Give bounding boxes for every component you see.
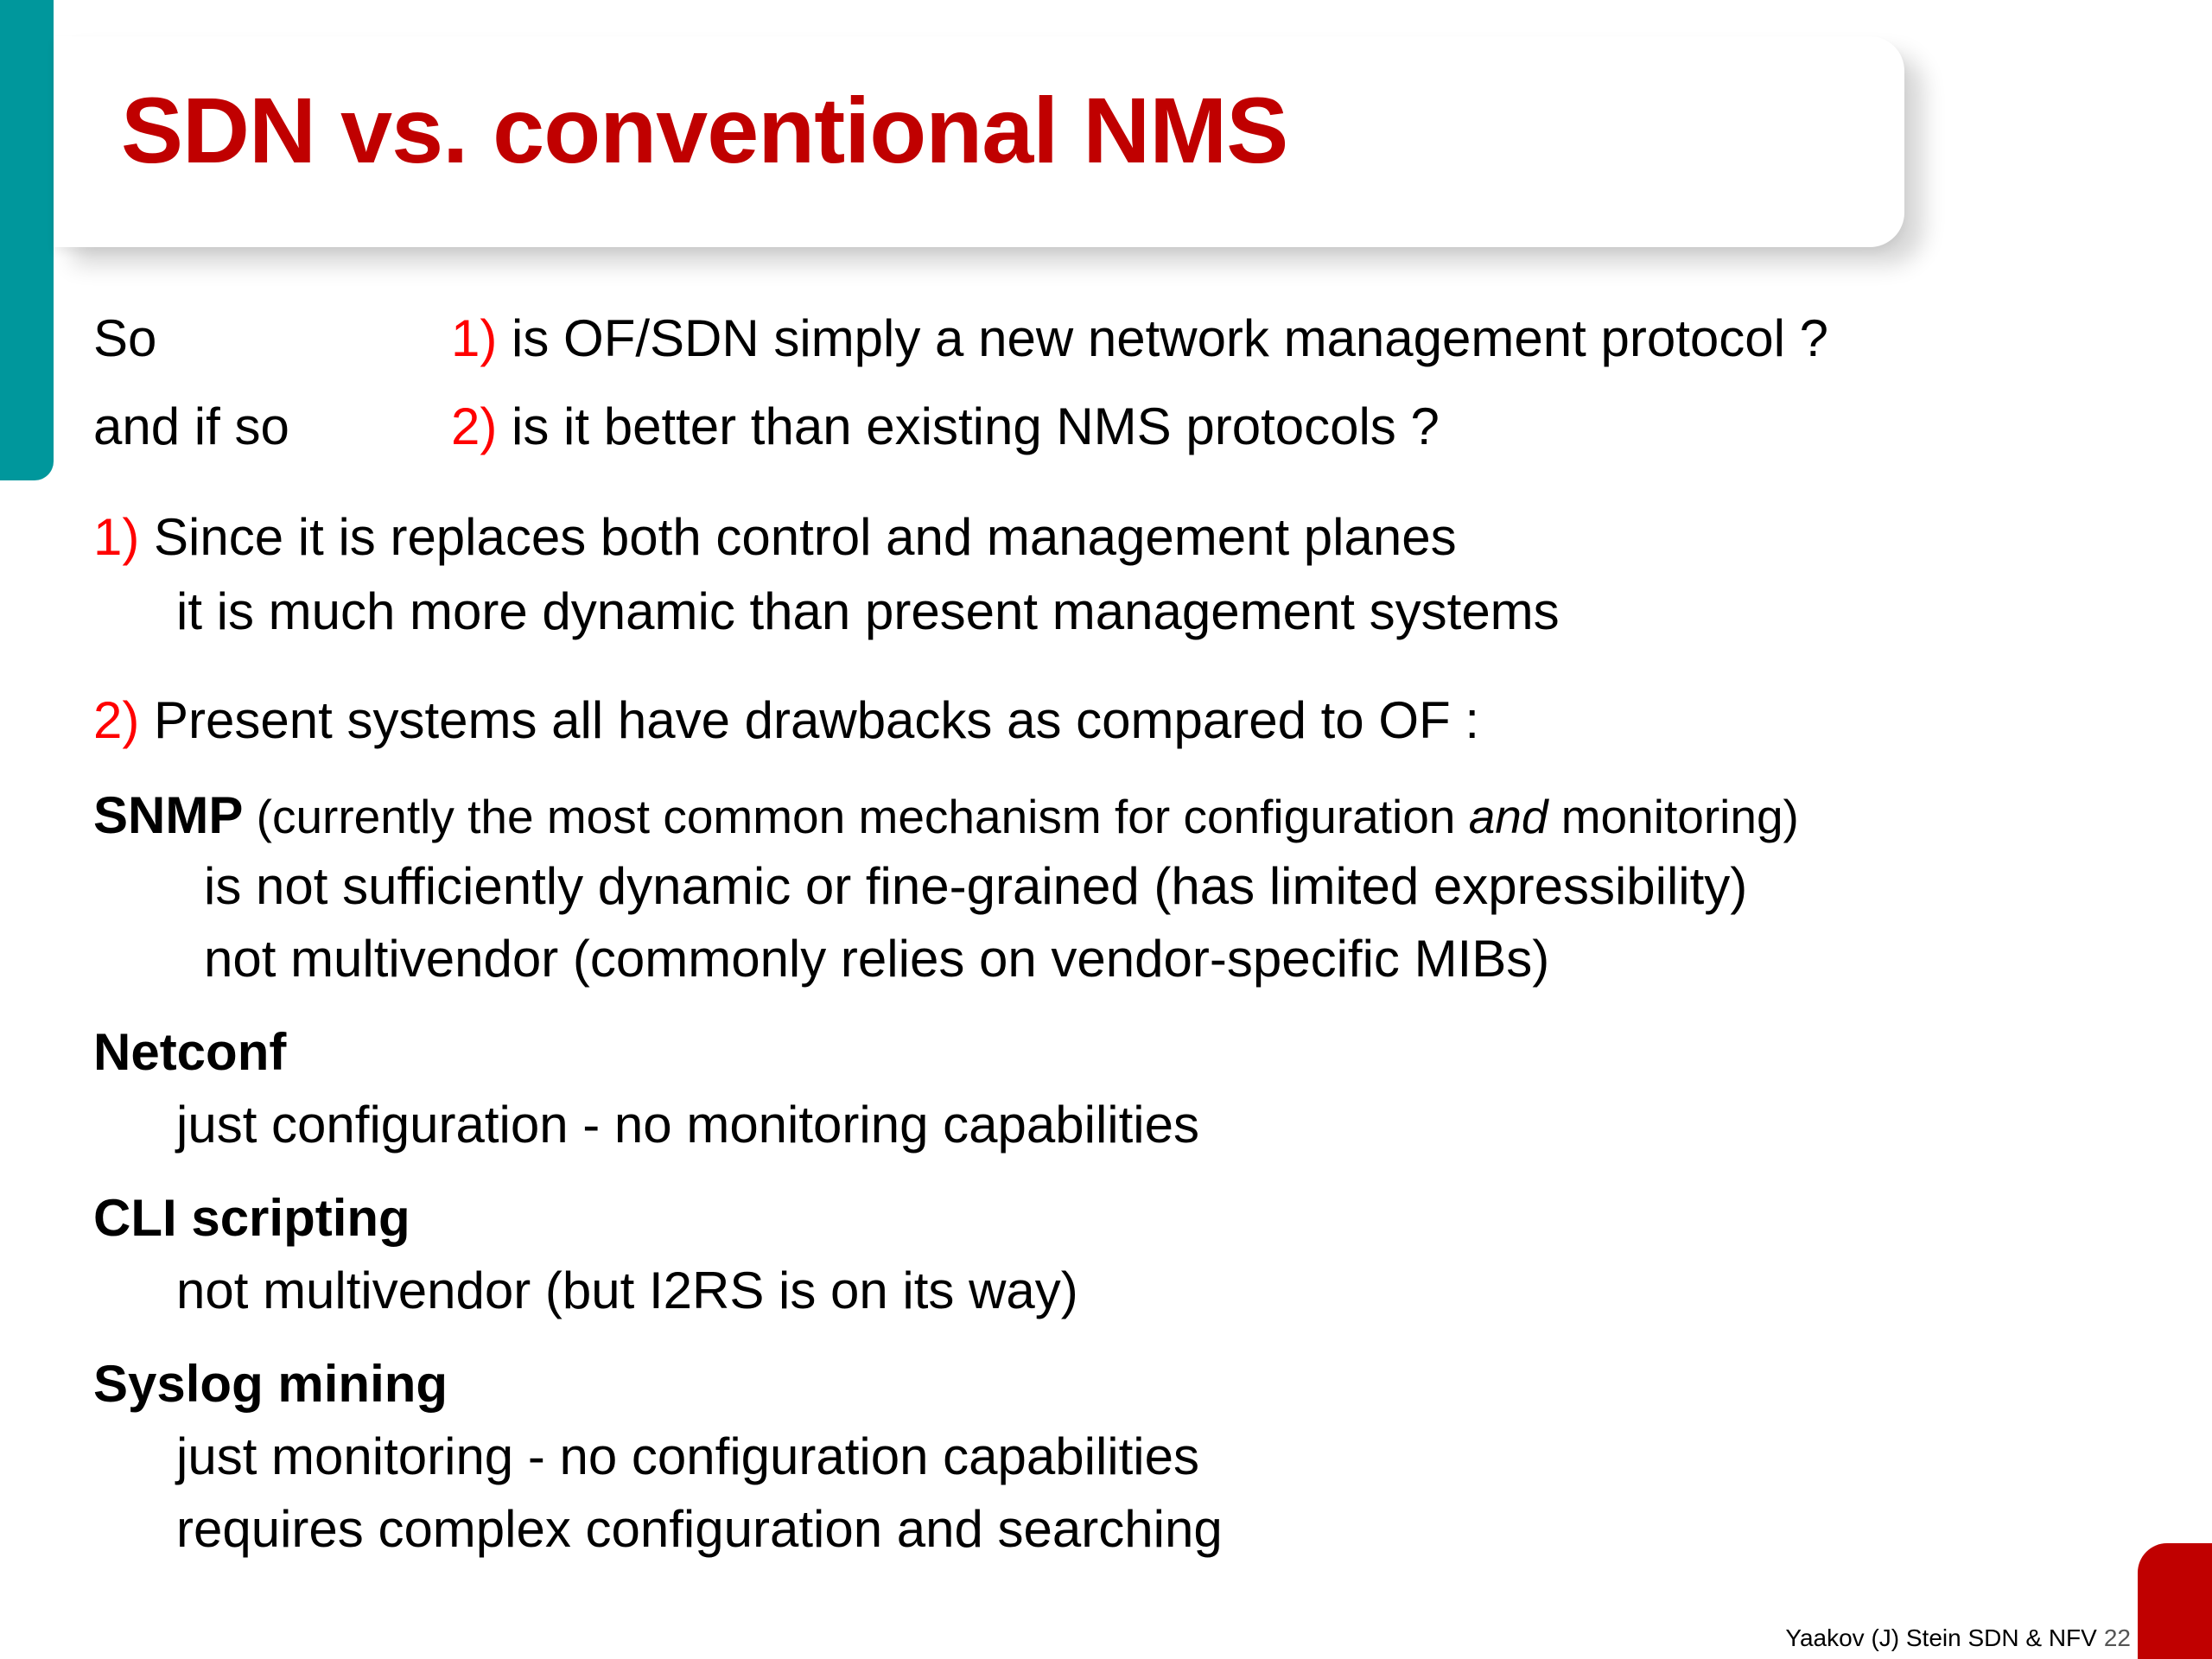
snmp-desc-em: and — [1468, 790, 1548, 843]
netconf-line-1: just configuration - no monitoring capabilities — [176, 1096, 1199, 1154]
syslog-line-1: just monitoring - no configuration capabilities — [176, 1427, 1199, 1485]
netconf-heading: Netconf — [93, 1023, 287, 1081]
question-1-text — [451, 309, 1828, 367]
slide-footer — [1785, 1624, 2131, 1652]
snmp-line-1: is not sufficiently dynamic or fine-grained (has limited expressibility) — [204, 857, 1748, 915]
red-corner-accent — [2138, 1543, 2212, 1659]
answer-1-text: Since it is replaces both control and management planes — [139, 508, 1457, 566]
snmp-desc-pre: (currently the most common mechanism for configuration — [243, 790, 1469, 843]
question-2-text — [451, 397, 1440, 455]
syslog-heading: Syslog mining — [93, 1355, 448, 1413]
snmp-heading — [93, 786, 1799, 844]
question-1-body: is OF/SDN simply a new network management protocol ? — [497, 309, 1828, 367]
answer-1-line-2: it is much more dynamic than present management systems — [176, 582, 1560, 640]
question-2-number: 2) — [451, 397, 498, 455]
page-number: 22 — [2103, 1624, 2131, 1651]
answer-1-line-1 — [93, 508, 1457, 566]
snmp-name: SNMP — [93, 786, 244, 844]
question-1-label: So — [93, 309, 157, 367]
teal-accent-bar — [0, 0, 54, 480]
footer-text: Yaakov (J) Stein SDN & NFV — [1785, 1624, 2097, 1651]
cli-heading: CLI scripting — [93, 1189, 410, 1247]
slide-title: SDN vs. conventional NMS — [121, 78, 1288, 182]
question-2-label: and if so — [93, 397, 289, 455]
answer-2-text: Present systems all have drawbacks as compared to OF : — [139, 691, 1479, 749]
syslog-line-2: requires complex configuration and searching — [176, 1500, 1223, 1558]
cli-line-1: not multivendor (but I2RS is on its way) — [176, 1262, 1078, 1319]
answer-2-number: 2) — [93, 691, 140, 749]
answer-1-number: 1) — [93, 508, 140, 566]
question-1-number: 1) — [451, 309, 498, 367]
snmp-line-2: not multivendor (commonly relies on vendor-specific MIBs) — [204, 930, 1550, 988]
answer-2-line-1 — [93, 691, 1479, 749]
snmp-desc-post: monitoring) — [1548, 790, 1799, 843]
question-2-body: is it better than existing NMS protocols ? — [497, 397, 1440, 455]
